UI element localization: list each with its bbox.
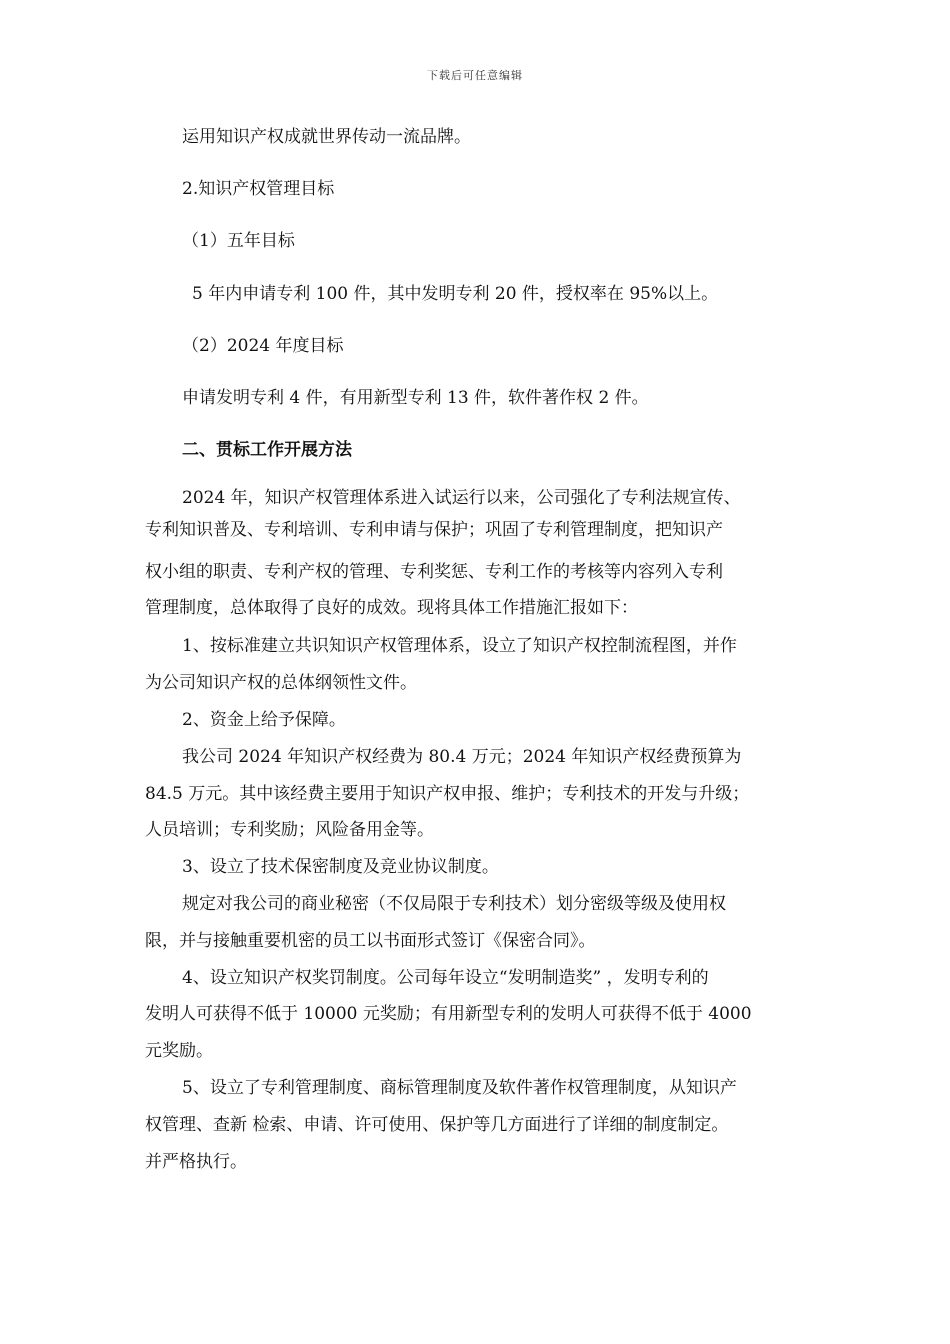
paragraph-line: 5、设立了专利管理制度、商标管理制度及软件著作权管理制度，从知识产 [182, 1078, 737, 1098]
paragraph-line: 发明人可获得不低于 10000 元奖励；有用新型专利的发明人可获得不低于 4000 [145, 1004, 752, 1024]
paragraph-line: 人员培训；专利奖励；风险备用金等。 [145, 820, 434, 840]
paragraph-line: 4、设立知识产权奖罚制度。公司每年设立“发明制造奖” ，发明专利的 [182, 968, 709, 988]
paragraph-line: 规定对我公司的商业秘密（不仅局限于专利技术）划分密级等级及使用权 [182, 894, 726, 914]
paragraph-line: 我公司 2024 年知识产权经费为 80.4 万元；2024 年知识产权经费预算为 [182, 747, 742, 767]
section-heading: 二、贯标工作开展方法 [182, 440, 352, 460]
paragraph-line: 3、设立了技术保密制度及竞业协议制度。 [182, 857, 499, 877]
paragraph-line: 运用知识产权成就世界传动一流品牌。 [182, 127, 471, 147]
paragraph-line: 限，并与接触重要机密的员工以书面形式签订《保密合同》。 [145, 931, 596, 951]
subheading-ip-management-goals: 2.知识产权管理目标 [182, 179, 335, 199]
page-header: 下载后可任意编辑 [427, 69, 523, 82]
paragraph-line: 为公司知识产权的总体纲领性文件。 [145, 673, 417, 693]
paragraph-line: 并严格执行。 [145, 1152, 247, 1172]
paragraph-line: 管理制度，总体取得了良好的成效。现将具体工作措施汇报如下： [145, 598, 638, 618]
paragraph-line: 2024 年，知识产权管理体系进入试运行以来，公司强化了专利法规宣传、 [182, 488, 741, 508]
subheading-five-year-goal: （1）五年目标 [182, 231, 295, 251]
paragraph-line: 2、资金上给予保障。 [182, 710, 346, 730]
paragraph-line: 申请发明专利 4 件，有用新型专利 13 件，软件著作权 2 件。 [182, 388, 649, 408]
paragraph-line: 权小组的职责、专利产权的管理、专利奖惩、专利工作的考核等内容列入专利 [145, 562, 723, 582]
paragraph-line: 1、按标准建立共识知识产权管理体系，设立了知识产权控制流程图，并作 [182, 636, 737, 656]
paragraph-line: 元奖励。 [145, 1041, 213, 1061]
paragraph-line: 专利知识普及、专利培训、专利申请与保护；巩固了专利管理制度，把知识产 [145, 520, 723, 540]
subheading-2024-goal: （2）2024 年度目标 [182, 336, 344, 356]
paragraph-line: 84.5 万元。其中该经费主要用于知识产权申报、维护；专利技术的开发与升级； [145, 784, 750, 804]
paragraph-line: 权管理、查新 检索、申请、许可使用、保护等几方面进行了详细的制度制定。 [145, 1115, 729, 1135]
paragraph-line: 5 年内申请专利 100 件，其中发明专利 20 件，授权率在 95%以上。 [192, 284, 719, 304]
